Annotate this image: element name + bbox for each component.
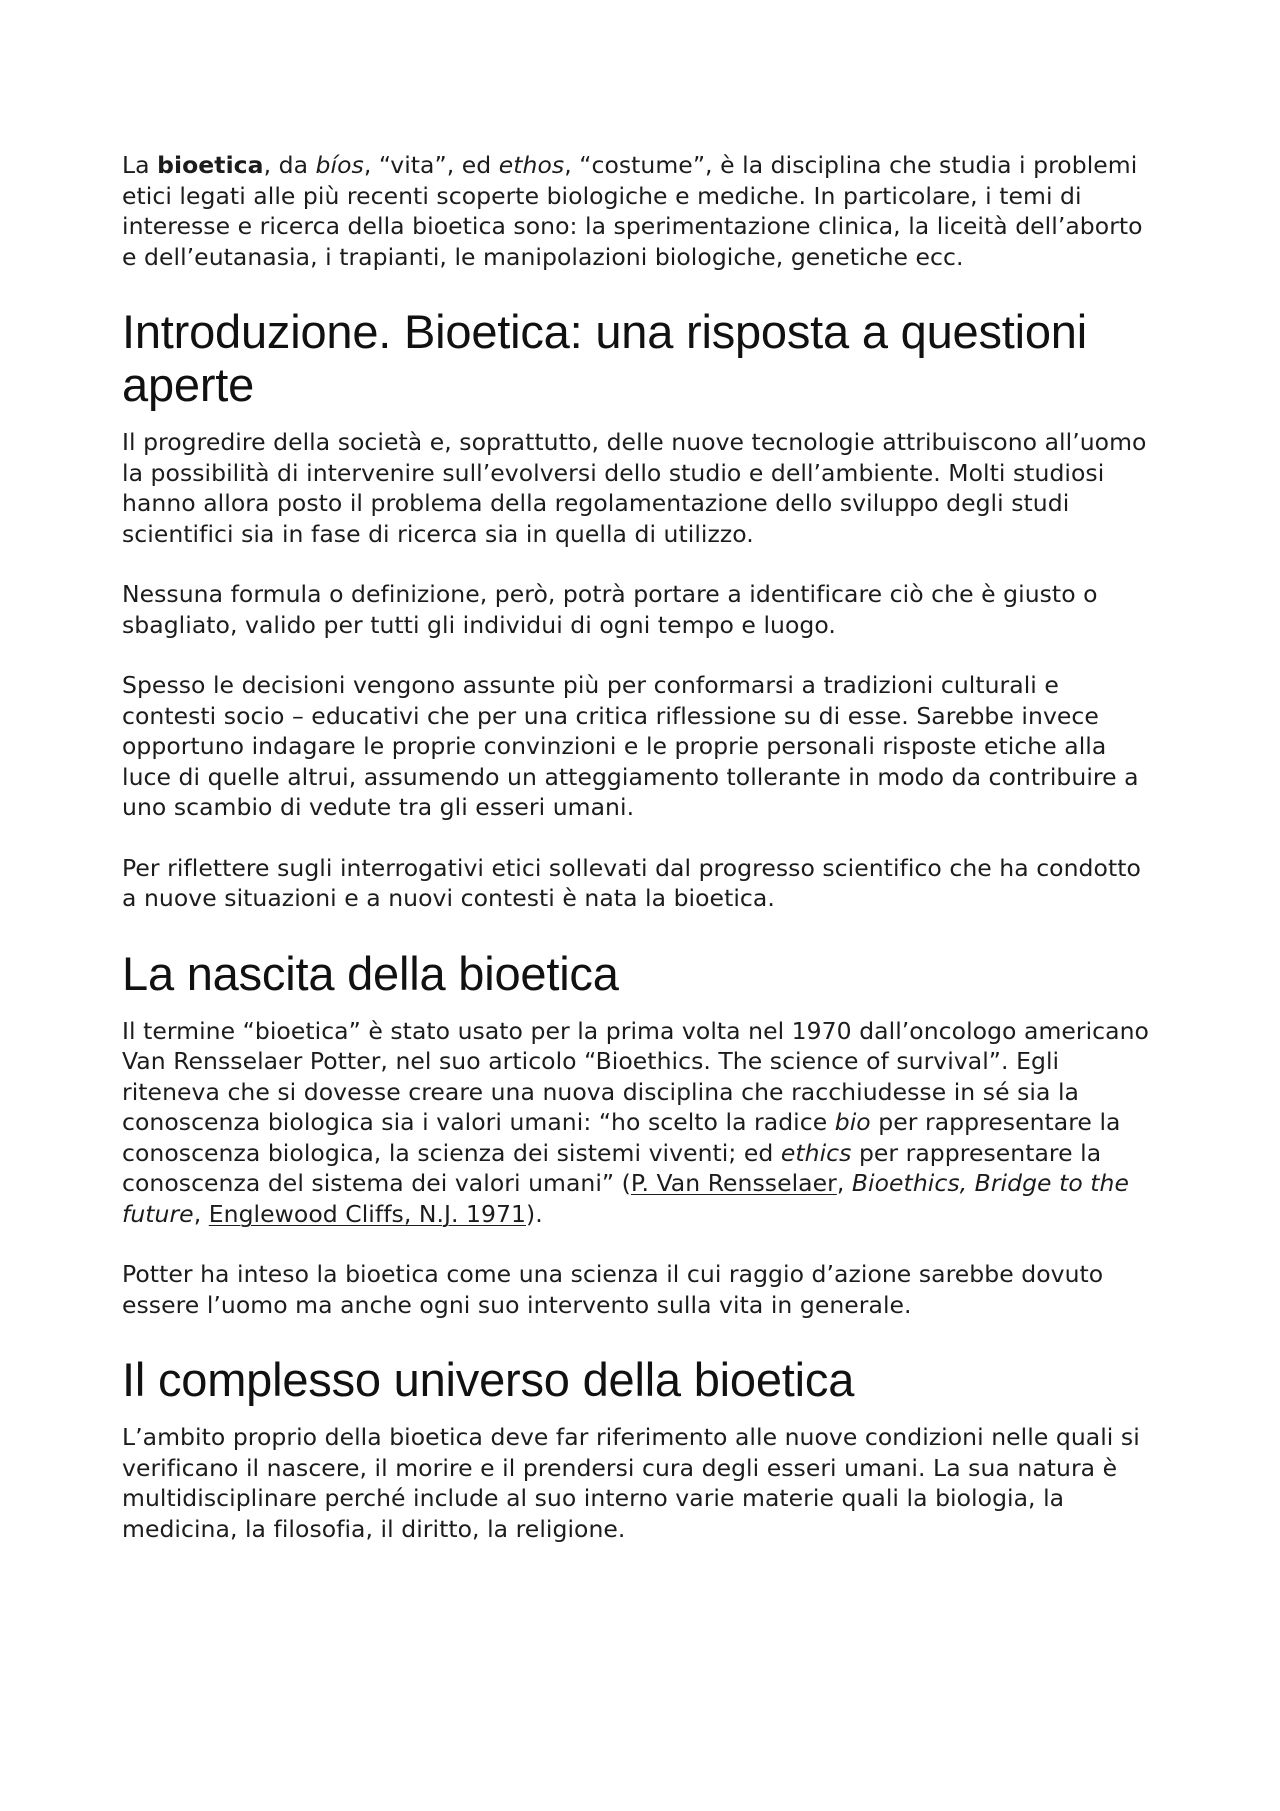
section2-text-f: ).	[526, 1199, 543, 1228]
bios-term: bíos	[315, 151, 364, 179]
section2-paragraph	[122, 1016, 1160, 1230]
section2-text-b: per rappresentare la conoscenza biologica, la scienza dei sistemi viventi; ed	[122, 1108, 1121, 1167]
section2-text-d: ,	[836, 1169, 852, 1197]
section2-text-a: Il termine “bioetica” è stato usato per la prima volta nel 1970 dall’oncologo americano Van Rensselaer Potter, nel suo articolo “Bioethics. The science of survival”. Egli riteneva che si dovesse creare una nuova disciplina che racchiudesse in sé sia la conoscenza biologica sia i valori umani: “ho scelto la radice	[122, 1016, 1149, 1136]
section2-paragraph: Potter ha inteso la bioetica come una scienza il cui raggio d’azione sarebbe dovuto essere l’uomo ma anche ogni suo intervento sulla vita in generale.	[122, 1260, 1104, 1319]
bioetica-term: bioetica	[157, 151, 264, 179]
intro-paragraph	[122, 150, 1160, 272]
section-heading-nascita: La nascita della bioetica	[122, 946, 619, 1000]
section2-text-c: per rappresentare la conoscenza del sistema dei valori umani” (	[122, 1138, 1102, 1197]
section-heading-universo: Il complesso universo della bioetica	[122, 1353, 855, 1406]
publisher-link[interactable]: Englewood Cliffs, N.J. 1971	[208, 1199, 527, 1228]
ethics-term: ethics	[780, 1138, 852, 1167]
section1-paragraph: Il progredire della società e, soprattutto, delle nuove tecnologie attribuiscono all’uomo la possibilità di intervenire sull’evolversi dello studio e dell’ambiente. Molti studiosi hanno allora posto il problema della regolamentazione dello sviluppo degli studi scientifici sia in fase di ricerca sia in quella di utilizzo.	[122, 428, 1147, 548]
section1-paragraph: Spesso le decisioni vengono assunte più per conformarsi a tradizioni culturali e contesti socio – educativi che per una critica riflessione su di esse. Sarebbe invece opportuno indagare le proprie convinzioni e le proprie personali risposte etiche alla luce di quelle altrui, assumendo un atteggiamento tollerante in modo da contribuire a uno scambio di vedute tra gli esseri umani.	[122, 671, 1139, 821]
intro-text-3: , “vita”, ed	[363, 151, 499, 179]
bio-term: bio	[834, 1108, 871, 1136]
section1-paragraph: Per riflettere sugli interrogativi etici sollevati dal progresso scientifico che ha condotto a nuove situazioni e a nuovi contesti è nata la bioetica.	[122, 853, 1141, 912]
section2-text-e: ,	[193, 1199, 209, 1228]
section3-paragraph: L’ambito proprio della bioetica deve far riferimento alle nuove condizioni nelle quali si verificano il nascere, il morire e il prendersi cura degli esseri umani. La sua natura è multidisciplinare perché include al suo interno varie materie quali la biologia, la medicina, la filosofia, il diritto, la religione.	[122, 1423, 1140, 1543]
author-link[interactable]: P. Van Rensselaer	[630, 1169, 837, 1197]
intro-text-1: La	[122, 151, 158, 179]
intro-text-2: , da	[263, 151, 316, 179]
section1-paragraph: Nessuna formula o definizione, però, potrà portare a identificare ciò che è giusto o sbagliato, valido per tutti gli individui di ogni tempo e luogo.	[122, 580, 1098, 639]
ethos-term: ethos	[498, 151, 565, 179]
book-title: Bioethics, Bridge to the future	[122, 1169, 1130, 1228]
intro-text-4: , “costume”, è la disciplina che studia i problemi etici legati alle più recenti scoperte biologiche e mediche. In particolare, i temi di interesse e ricerca della bioetica sono: la sperimentazione clinica, la liceità dell’aborto e dell’eutanasia, i trapianti, le manipolazioni biologiche, genetiche ecc.	[122, 151, 1143, 271]
section-heading-introduzione: Introduzione. Bioetica: una risposta a questioni aperte	[122, 305, 1087, 411]
